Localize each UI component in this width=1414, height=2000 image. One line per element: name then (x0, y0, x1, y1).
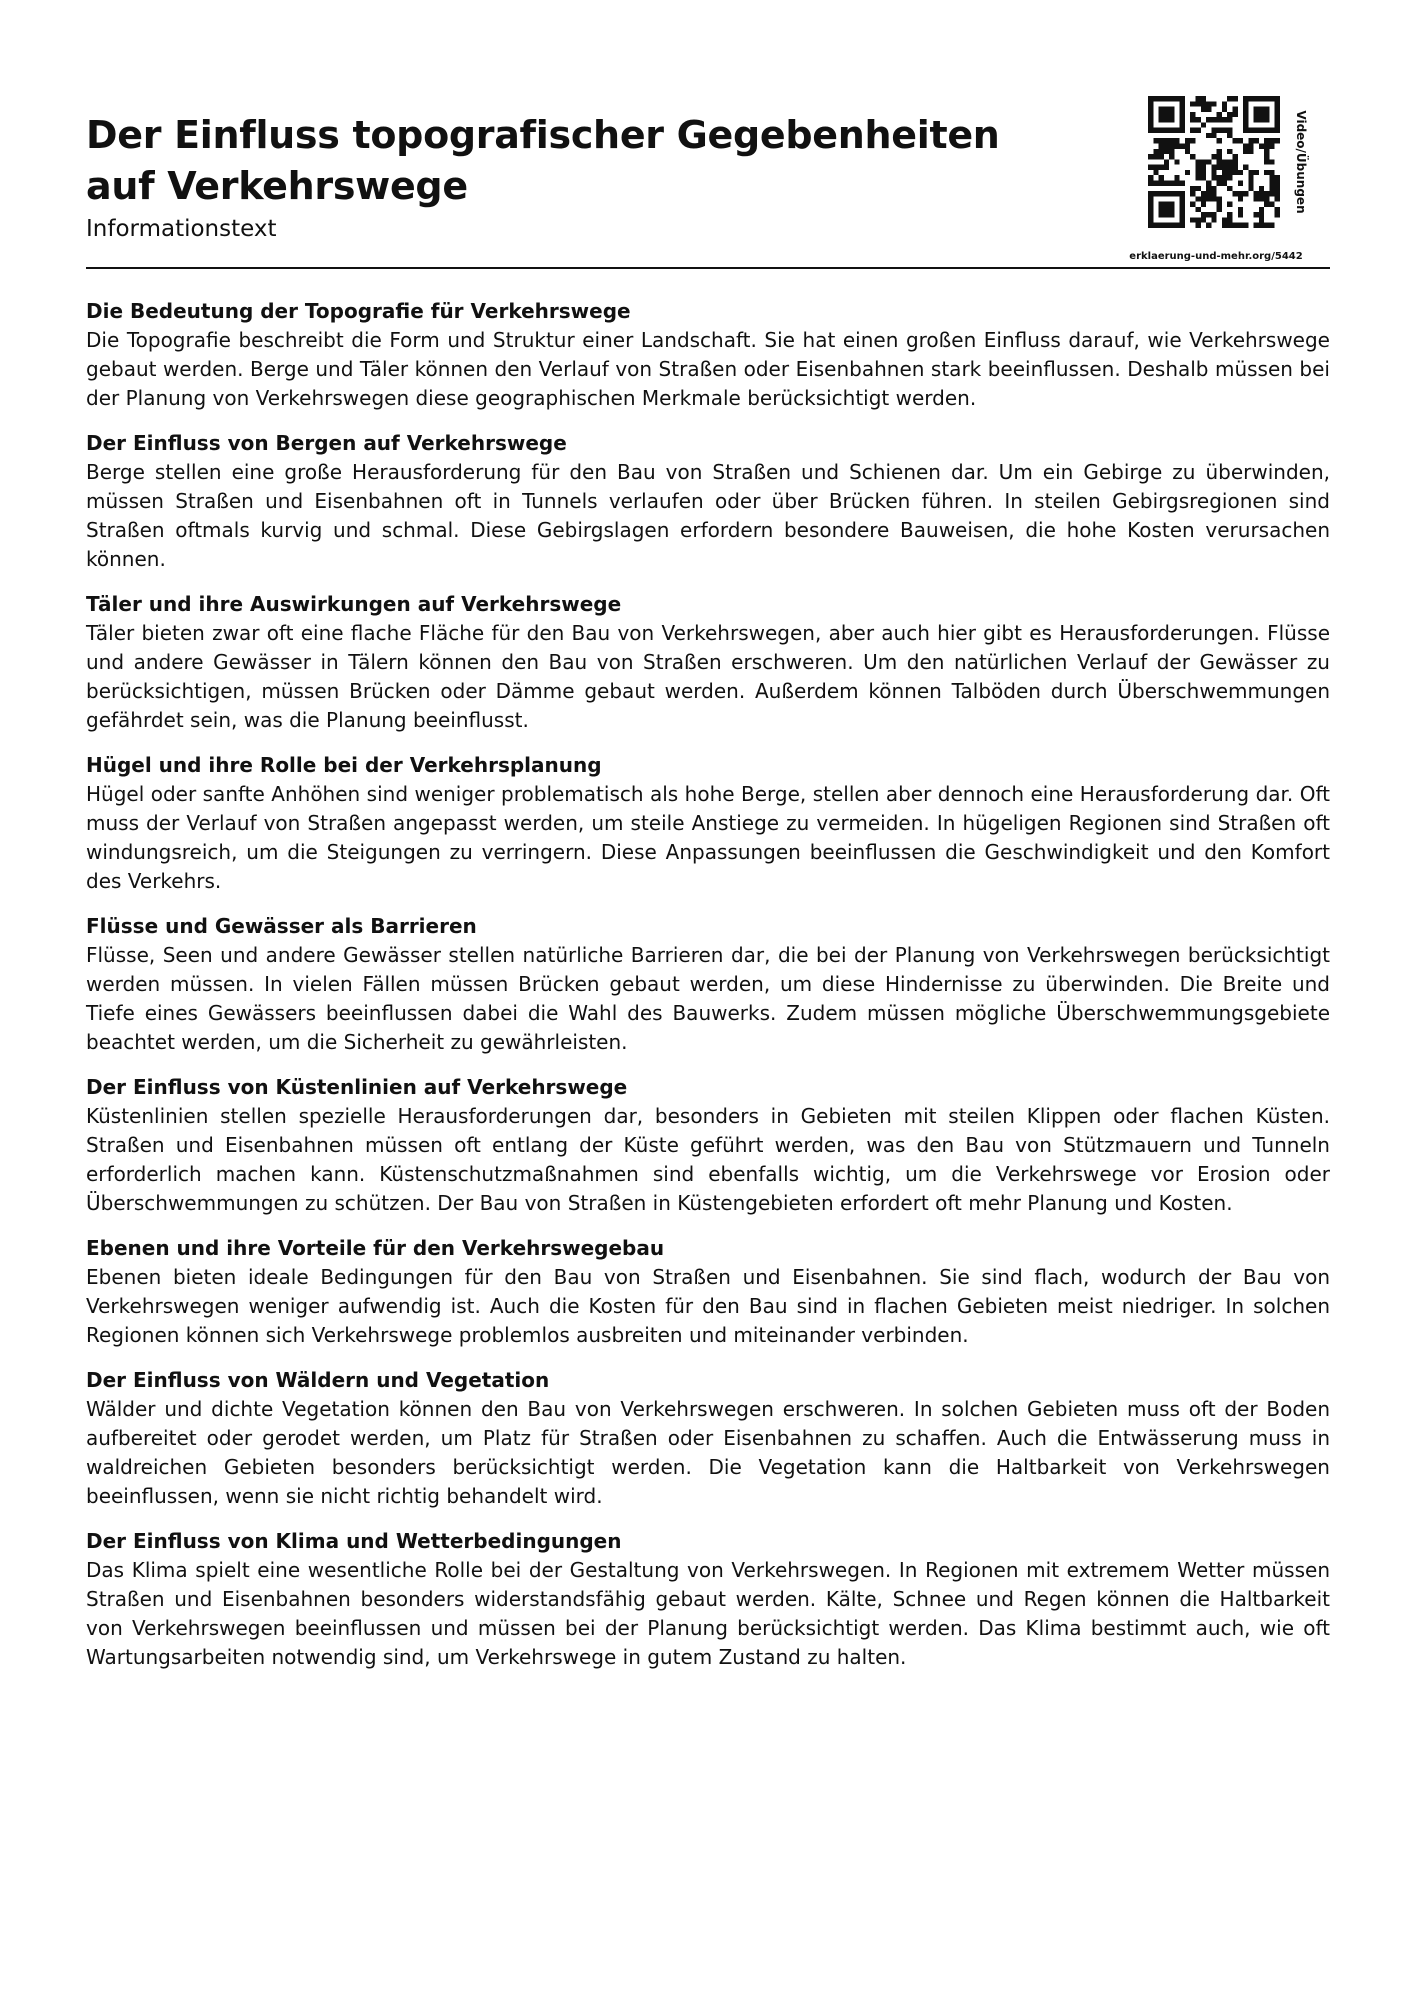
qr-side-label-text: Video/Übungen (1294, 110, 1308, 214)
section-text: Wälder und dichte Vegetation können den Bau von Verkehrswegen erschweren. In solchen Gebieten muss oft der Boden aufbereitet oder gerodet werden, um Platz für Straßen oder Eisenbahnen zu schaffen. Auch die Entwässerung muss in waldreichen Gebieten besonders berücksichtigt werden. Die Vegetation kann die Haltbarkeit von Verkehrswegen beeinflussen, wenn sie nicht richtig behandelt wird. (86, 1397, 1330, 1508)
section-heading: Der Einfluss von Wäldern und Vegetation (86, 1368, 550, 1392)
section-klima (86, 1526, 1330, 1672)
section-waelder (86, 1365, 1330, 1511)
section-topografie (86, 296, 1330, 413)
section-text: Berge stellen eine große Herausforderung für den Bau von Straßen und Schienen dar. Um ein Gebirge zu überwinden, müssen Straßen und Eisenbahnen oft in Tunnels verlaufen oder über Brücken führen. In steilen Gebirgsregionen sind Straßen oftmals kurvig und schmal. Diese Gebirgslagen erfordern besondere Bauweisen, die hohe Kosten verursachen können. (86, 460, 1330, 571)
worksheet-page (86, 0, 1330, 2000)
qr-url[interactable]: erklaerung-und-mehr.org/5442 (1129, 251, 1303, 262)
qr-side-label (1288, 96, 1314, 228)
section-heading: Die Bedeutung der Topografie für Verkehrswege (86, 299, 631, 323)
section-text: Die Topografie beschreibt die Form und Struktur einer Landschaft. Sie hat einen großen Einfluss darauf, wie Verkehrswege gebaut werden. Berge und Täler können den Verlauf von Straßen oder Eisenbahnen stark beeinflussen. Deshalb müssen bei der Planung von Verkehrswegen diese geographischen Merkmale berücksichtigt werden. (86, 328, 1330, 410)
page-title: Der Einfluss topografischer Gegebenheiten auf Verkehrswege (86, 113, 1000, 208)
page-subtitle: Informationstext (86, 216, 277, 242)
section-heading: Flüsse und Gewässer als Barrieren (86, 914, 477, 938)
section-text: Ebenen bieten ideale Bedingungen für den Bau von Straßen und Eisenbahnen. Sie sind flach, wodurch der Bau von Verkehrswegen weniger aufwendig ist. Auch die Kosten für den Bau sind in flachen Gebieten meist niedriger. In solchen Regionen können sich Verkehrswege problemlos ausbreiten und miteinander verbinden. (86, 1265, 1330, 1347)
content (86, 296, 1330, 1687)
section-heading: Der Einfluss von Klima und Wetterbedingungen (86, 1529, 622, 1553)
section-text: Küstenlinien stellen spezielle Herausforderungen dar, besonders in Gebieten mit steilen Klippen oder flachen Küsten. Straßen und Eisenbahnen müssen oft entlang der Küste geführt werden, was den Bau von Stützmauern und Tunneln erforderlich machen kann. Küstenschutzmaßnahmen sind ebenfalls wichtig, um die Verkehrswege vor Erosion oder Überschwemmungen zu schützen. Der Bau von Straßen in Küstengebieten erfordert oft mehr Planung und Kosten. (86, 1104, 1330, 1215)
section-text: Flüsse, Seen und andere Gewässer stellen natürliche Barrieren dar, die bei der Planung von Verkehrswegen berücksichtigt werden müssen. In vielen Fällen müssen Brücken gebaut werden, um diese Hindernisse zu überwinden. Die Breite und Tiefe eines Gewässers beeinflussen dabei die Wahl des Bauwerks. Zudem müssen mögliche Überschwemmungsgebiete beachtet werden, um die Sicherheit zu gewährleisten. (86, 943, 1330, 1054)
section-text: Hügel oder sanfte Anhöhen sind weniger problematisch als hohe Berge, stellen aber dennoch eine Herausforderung dar. Oft muss der Verlauf von Straßen angepasst werden, um steile Anstiege zu vermeiden. In hügeligen Regionen sind Straßen oft windungsreich, um die Steigungen zu verringern. Diese Anpassungen beeinflussen die Geschwindigkeit und den Komfort des Verkehrs. (86, 782, 1330, 893)
section-text: Täler bieten zwar oft eine flache Fläche für den Bau von Verkehrswegen, aber auch hier gibt es Herausforderungen. Flüsse und andere Gewässer in Tälern können den Bau von Straßen erschweren. Um den natürlichen Verlauf der Gewässer zu berücksichtigen, müssen Brücken oder Dämme gebaut werden. Außerdem können Talböden durch Überschwemmungen gefährdet sein, was die Planung beeinflusst. (86, 621, 1330, 732)
section-heading: Täler und ihre Auswirkungen auf Verkehrswege (86, 592, 622, 616)
section-huegel (86, 750, 1330, 896)
section-text: Das Klima spielt eine wesentliche Rolle bei der Gestaltung von Verkehrswegen. In Regionen mit extremem Wetter müssen Straßen und Eisenbahnen besonders widerstandsfähig gebaut werden. Kälte, Schnee und Regen können die Haltbarkeit von Verkehrswegen beeinflussen und müssen bei der Planung berücksichtigt werden. Das Klima bestimmt auch, wie oft Wartungsarbeiten notwendig sind, um Verkehrswege in gutem Zustand zu halten. (86, 1558, 1330, 1669)
section-heading: Der Einfluss von Bergen auf Verkehrswege (86, 431, 567, 455)
section-fluesse (86, 911, 1330, 1057)
section-ebenen (86, 1233, 1330, 1350)
header (86, 110, 1330, 270)
section-heading: Hügel und ihre Rolle bei der Verkehrsplanung (86, 753, 602, 777)
section-berge (86, 428, 1330, 574)
section-kuesten (86, 1072, 1330, 1218)
section-heading: Der Einfluss von Küstenlinien auf Verkehrswege (86, 1075, 628, 1099)
section-taeler (86, 589, 1330, 735)
qr-code[interactable] (1148, 96, 1280, 228)
header-divider (86, 267, 1330, 269)
section-heading: Ebenen und ihre Vorteile für den Verkehrswegebau (86, 1236, 665, 1260)
